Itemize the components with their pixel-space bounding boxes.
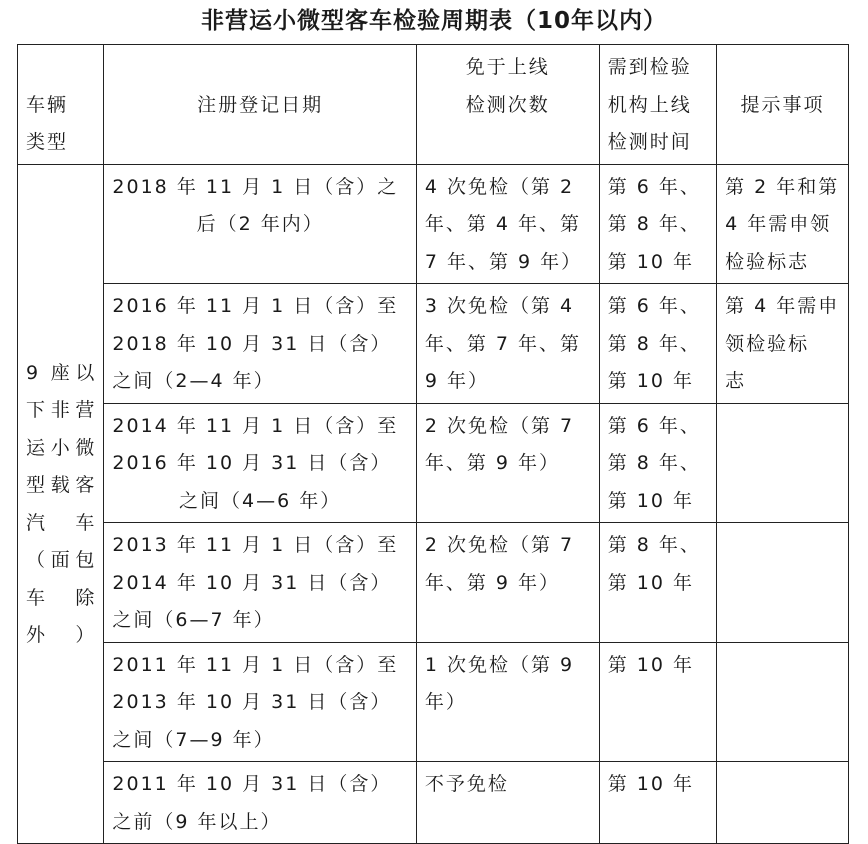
exempt-count-cell-line: 年、第 9 年） — [424, 452, 561, 474]
table-row — [18, 523, 849, 643]
inspection-cycle-table — [17, 44, 849, 844]
vehicle-type-cell — [18, 164, 104, 844]
tips-cell-line: 检验标志 — [725, 250, 810, 273]
header-exempt-count-line: 免于上线 — [465, 56, 550, 78]
registration-date-cell-line: 之间（2—4 年） — [112, 370, 275, 392]
tips-cell — [717, 762, 849, 844]
registration-date-cell-line: 2018 年 10 月 31 日（含） — [112, 332, 392, 355]
inspection-time-cell-line: 第 10 年 — [607, 773, 694, 795]
vehicle-type-line: 外） — [26, 624, 96, 647]
tips-cell-line: 第 2 年和第 — [725, 175, 840, 198]
registration-date-cell — [104, 403, 416, 523]
inspection-time-cell-line: 第 8 年、 — [607, 534, 701, 556]
exempt-count-cell-line: 9 年） — [424, 370, 490, 392]
registration-date-cell-line: 2014 年 10 月 31 日（含） — [112, 571, 392, 594]
registration-date-cell — [104, 642, 416, 762]
inspection-time-cell-line: 第 8 年、 — [607, 213, 701, 235]
registration-date-cell-line: 2016 年 10 月 31 日（含） — [112, 452, 392, 474]
header-inspection-time — [599, 45, 716, 165]
exempt-count-cell — [416, 284, 599, 404]
registration-date-cell — [104, 523, 416, 643]
inspection-time-cell-line: 第 6 年、 — [607, 175, 701, 198]
header-inspection-time-line: 机构上线 — [607, 93, 692, 116]
table-row — [18, 762, 849, 844]
exempt-count-cell — [416, 642, 599, 762]
tips-cell-line: 领检验标 — [725, 332, 810, 355]
registration-date-cell-line: 之前（9 年以上） — [112, 810, 282, 833]
tips-cell — [717, 284, 849, 404]
header-registration-date — [104, 45, 416, 165]
tips-cell — [717, 642, 849, 762]
table-row — [18, 284, 849, 404]
header-inspection-time-line: 检测时间 — [607, 131, 692, 153]
vehicle-type-line: 车 除 — [26, 586, 96, 609]
vehicle-type-line: 型载客 — [26, 474, 96, 497]
header-vehicle-type-line: 车辆 — [26, 93, 69, 116]
inspection-time-cell — [599, 403, 716, 523]
exempt-count-cell-line: 2 次免检（第 7 — [424, 534, 575, 556]
registration-date-cell-line: 2011 年 10 月 31 日（含） — [112, 773, 392, 795]
vehicle-type-line: 9 座以 — [26, 361, 96, 384]
inspection-time-cell-line: 第 6 年、 — [607, 414, 701, 437]
inspection-time-cell — [599, 164, 716, 284]
exempt-count-cell-line: 1 次免检（第 9 — [424, 653, 575, 676]
inspection-time-cell-line: 第 6 年、 — [607, 295, 701, 317]
inspection-time-cell — [599, 523, 716, 643]
inspection-time-cell-line: 第 8 年、 — [607, 452, 701, 474]
exempt-count-cell-line: 4 次免检（第 2 — [424, 175, 575, 198]
exempt-count-cell-line: 年） — [424, 691, 467, 713]
tips-cell-line: 4 年需申领 — [725, 213, 832, 235]
tips-cell — [717, 403, 849, 523]
exempt-count-cell-line: 7 年、第 9 年） — [424, 250, 583, 273]
header-inspection-time-line: 需到检验 — [607, 56, 692, 78]
inspection-time-cell-line: 第 10 年 — [607, 250, 694, 273]
inspection-time-cell-line: 第 8 年、 — [607, 332, 701, 355]
registration-date-cell-line: 2011 年 11 月 1 日（含）至 — [112, 653, 399, 676]
header-registration-date-line: 注册登记日期 — [197, 93, 324, 116]
exempt-count-cell — [416, 523, 599, 643]
exempt-count-cell-line: 3 次免检（第 4 — [424, 295, 575, 317]
header-vehicle-type-line: 类型 — [26, 131, 69, 153]
registration-date-cell — [104, 164, 416, 284]
exempt-count-cell — [416, 762, 599, 844]
inspection-time-cell — [599, 642, 716, 762]
table-row — [18, 403, 849, 523]
registration-date-cell — [104, 284, 416, 404]
exempt-count-cell-line: 年、第 9 年） — [424, 571, 561, 594]
exempt-count-cell — [416, 164, 599, 284]
registration-date-cell-line: 2013 年 10 月 31 日（含） — [112, 691, 392, 713]
inspection-time-cell — [599, 762, 716, 844]
exempt-count-cell-line: 2 次免检（第 7 — [424, 414, 575, 437]
registration-date-cell-line: 之间（6—7 年） — [112, 609, 275, 631]
header-row — [18, 45, 849, 165]
tips-cell — [717, 523, 849, 643]
registration-date-cell-line: 后（2 年内） — [196, 213, 324, 235]
header-exempt-count-line: 检测次数 — [465, 93, 550, 116]
registration-date-cell-line: 之间（4—6 年） — [179, 489, 342, 512]
table-row — [18, 642, 849, 762]
vehicle-type-line: （面包 — [26, 549, 96, 572]
registration-date-cell-line: 2014 年 11 月 1 日（含）至 — [112, 414, 399, 437]
page-title: 非营运小微型客车检验周期表（10年以内） — [200, 8, 667, 34]
registration-date-cell-line: 2013 年 11 月 1 日（含）至 — [112, 534, 399, 556]
table-row — [18, 164, 849, 284]
exempt-count-cell — [416, 403, 599, 523]
tips-cell — [717, 164, 849, 284]
exempt-count-cell-line: 年、第 7 年、第 — [424, 332, 582, 355]
registration-date-cell-line: 2016 年 11 月 1 日（含）至 — [112, 295, 399, 317]
inspection-time-cell — [599, 284, 716, 404]
tips-cell-line: 第 4 年需申 — [725, 295, 840, 317]
vehicle-type-line: 下非营 — [26, 399, 96, 422]
inspection-time-cell-line: 第 10 年 — [607, 489, 694, 512]
exempt-count-cell-line: 不予免检 — [424, 773, 509, 795]
header-tips-line: 提示事项 — [740, 93, 825, 116]
tips-cell-line: 志 — [725, 370, 747, 392]
header-vehicle-type — [18, 45, 104, 165]
inspection-time-cell-line: 第 10 年 — [607, 370, 694, 392]
registration-date-cell-line: 2018 年 11 月 1 日（含）之 — [112, 175, 399, 198]
vehicle-type-line: 汽 车 — [26, 511, 96, 534]
inspection-time-cell-line: 第 10 年 — [607, 571, 694, 594]
exempt-count-cell-line: 年、第 4 年、第 — [424, 213, 582, 235]
vehicle-type-line: 运小微 — [26, 436, 96, 459]
header-tips — [717, 45, 849, 165]
registration-date-cell — [104, 762, 416, 844]
header-exempt-count — [416, 45, 599, 165]
registration-date-cell-line: 之间（7—9 年） — [112, 728, 275, 751]
inspection-time-cell-line: 第 10 年 — [607, 653, 694, 676]
